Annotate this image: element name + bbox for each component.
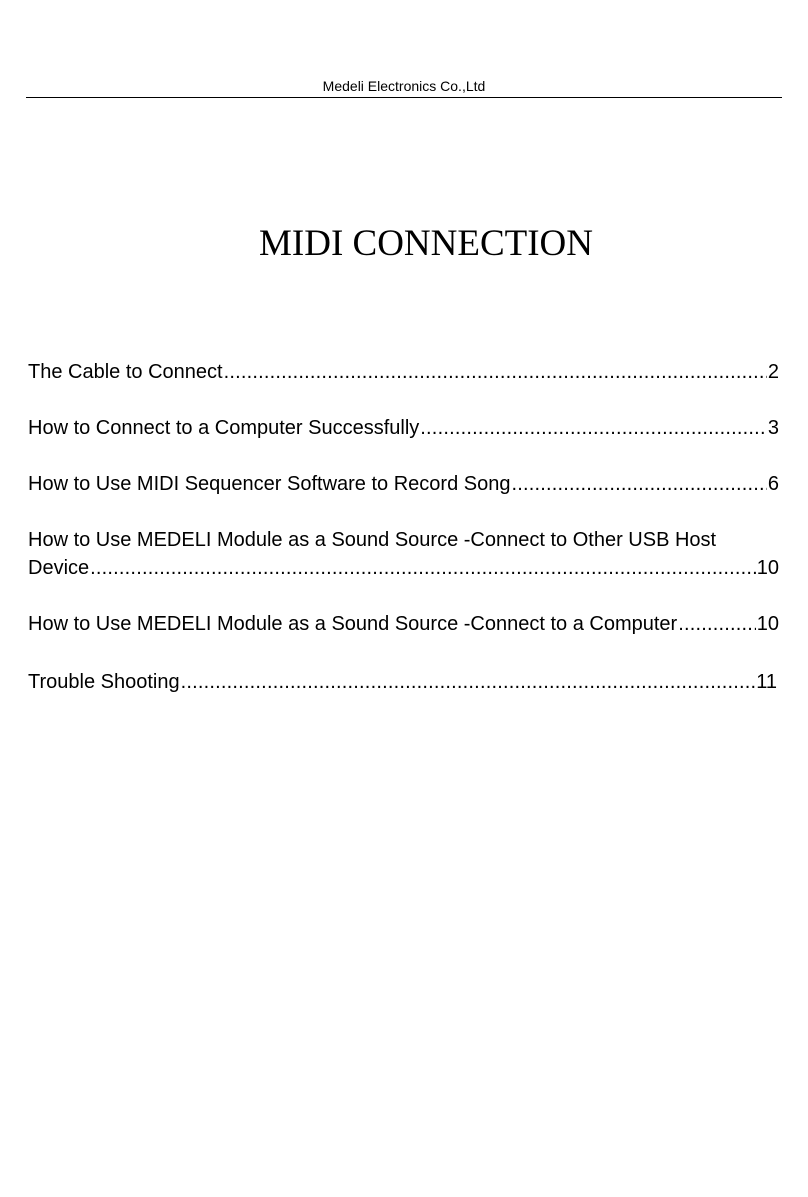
toc-leader-dots: [90, 554, 756, 582]
toc-entry-sequencer[interactable]: [28, 470, 779, 498]
toc-entry-label-line2: Device: [28, 557, 90, 579]
toc-leader-dots: [224, 358, 767, 386]
document-title: MIDI CONNECTION: [259, 223, 593, 264]
toc-leader-dots: [181, 668, 756, 696]
toc-entry-sound-source-computer[interactable]: [28, 610, 779, 638]
toc-entry-label: Trouble Shooting: [28, 671, 180, 693]
toc-page-number: 2: [767, 361, 779, 383]
toc-entry-connect-computer[interactable]: [28, 414, 779, 442]
toc-entry-label-line1: How to Use MEDELI Module as a Sound Source -Connect to Other USB Host: [28, 529, 717, 551]
company-name: Medeli Electronics Co.,Ltd: [322, 78, 486, 94]
toc-entry-label: The Cable to Connect: [28, 361, 223, 383]
toc-page-number: 11: [756, 671, 777, 693]
page-header: [26, 76, 782, 98]
toc-leader-dots: [420, 414, 767, 442]
toc-entry-label: How to Use MIDI Sequencer Software to Record Song: [28, 473, 511, 495]
toc-page-number: 10: [756, 613, 779, 635]
toc-entry-sound-source-usb-host[interactable]: [28, 526, 779, 582]
toc-page-number: 10: [756, 557, 779, 579]
toc-leader-dots: [511, 470, 766, 498]
toc-entry-trouble-shooting[interactable]: [28, 668, 777, 696]
toc-entry-label: How to Use MEDELI Module as a Sound Source -Connect to a Computer: [28, 613, 678, 635]
toc-entry-label: How to Connect to a Computer Successfully: [28, 417, 420, 439]
toc-entry-cable[interactable]: [28, 358, 779, 386]
toc-page-number: 6: [767, 473, 779, 495]
toc-leader-dots: [678, 610, 756, 638]
toc-page-number: 3: [767, 417, 779, 439]
